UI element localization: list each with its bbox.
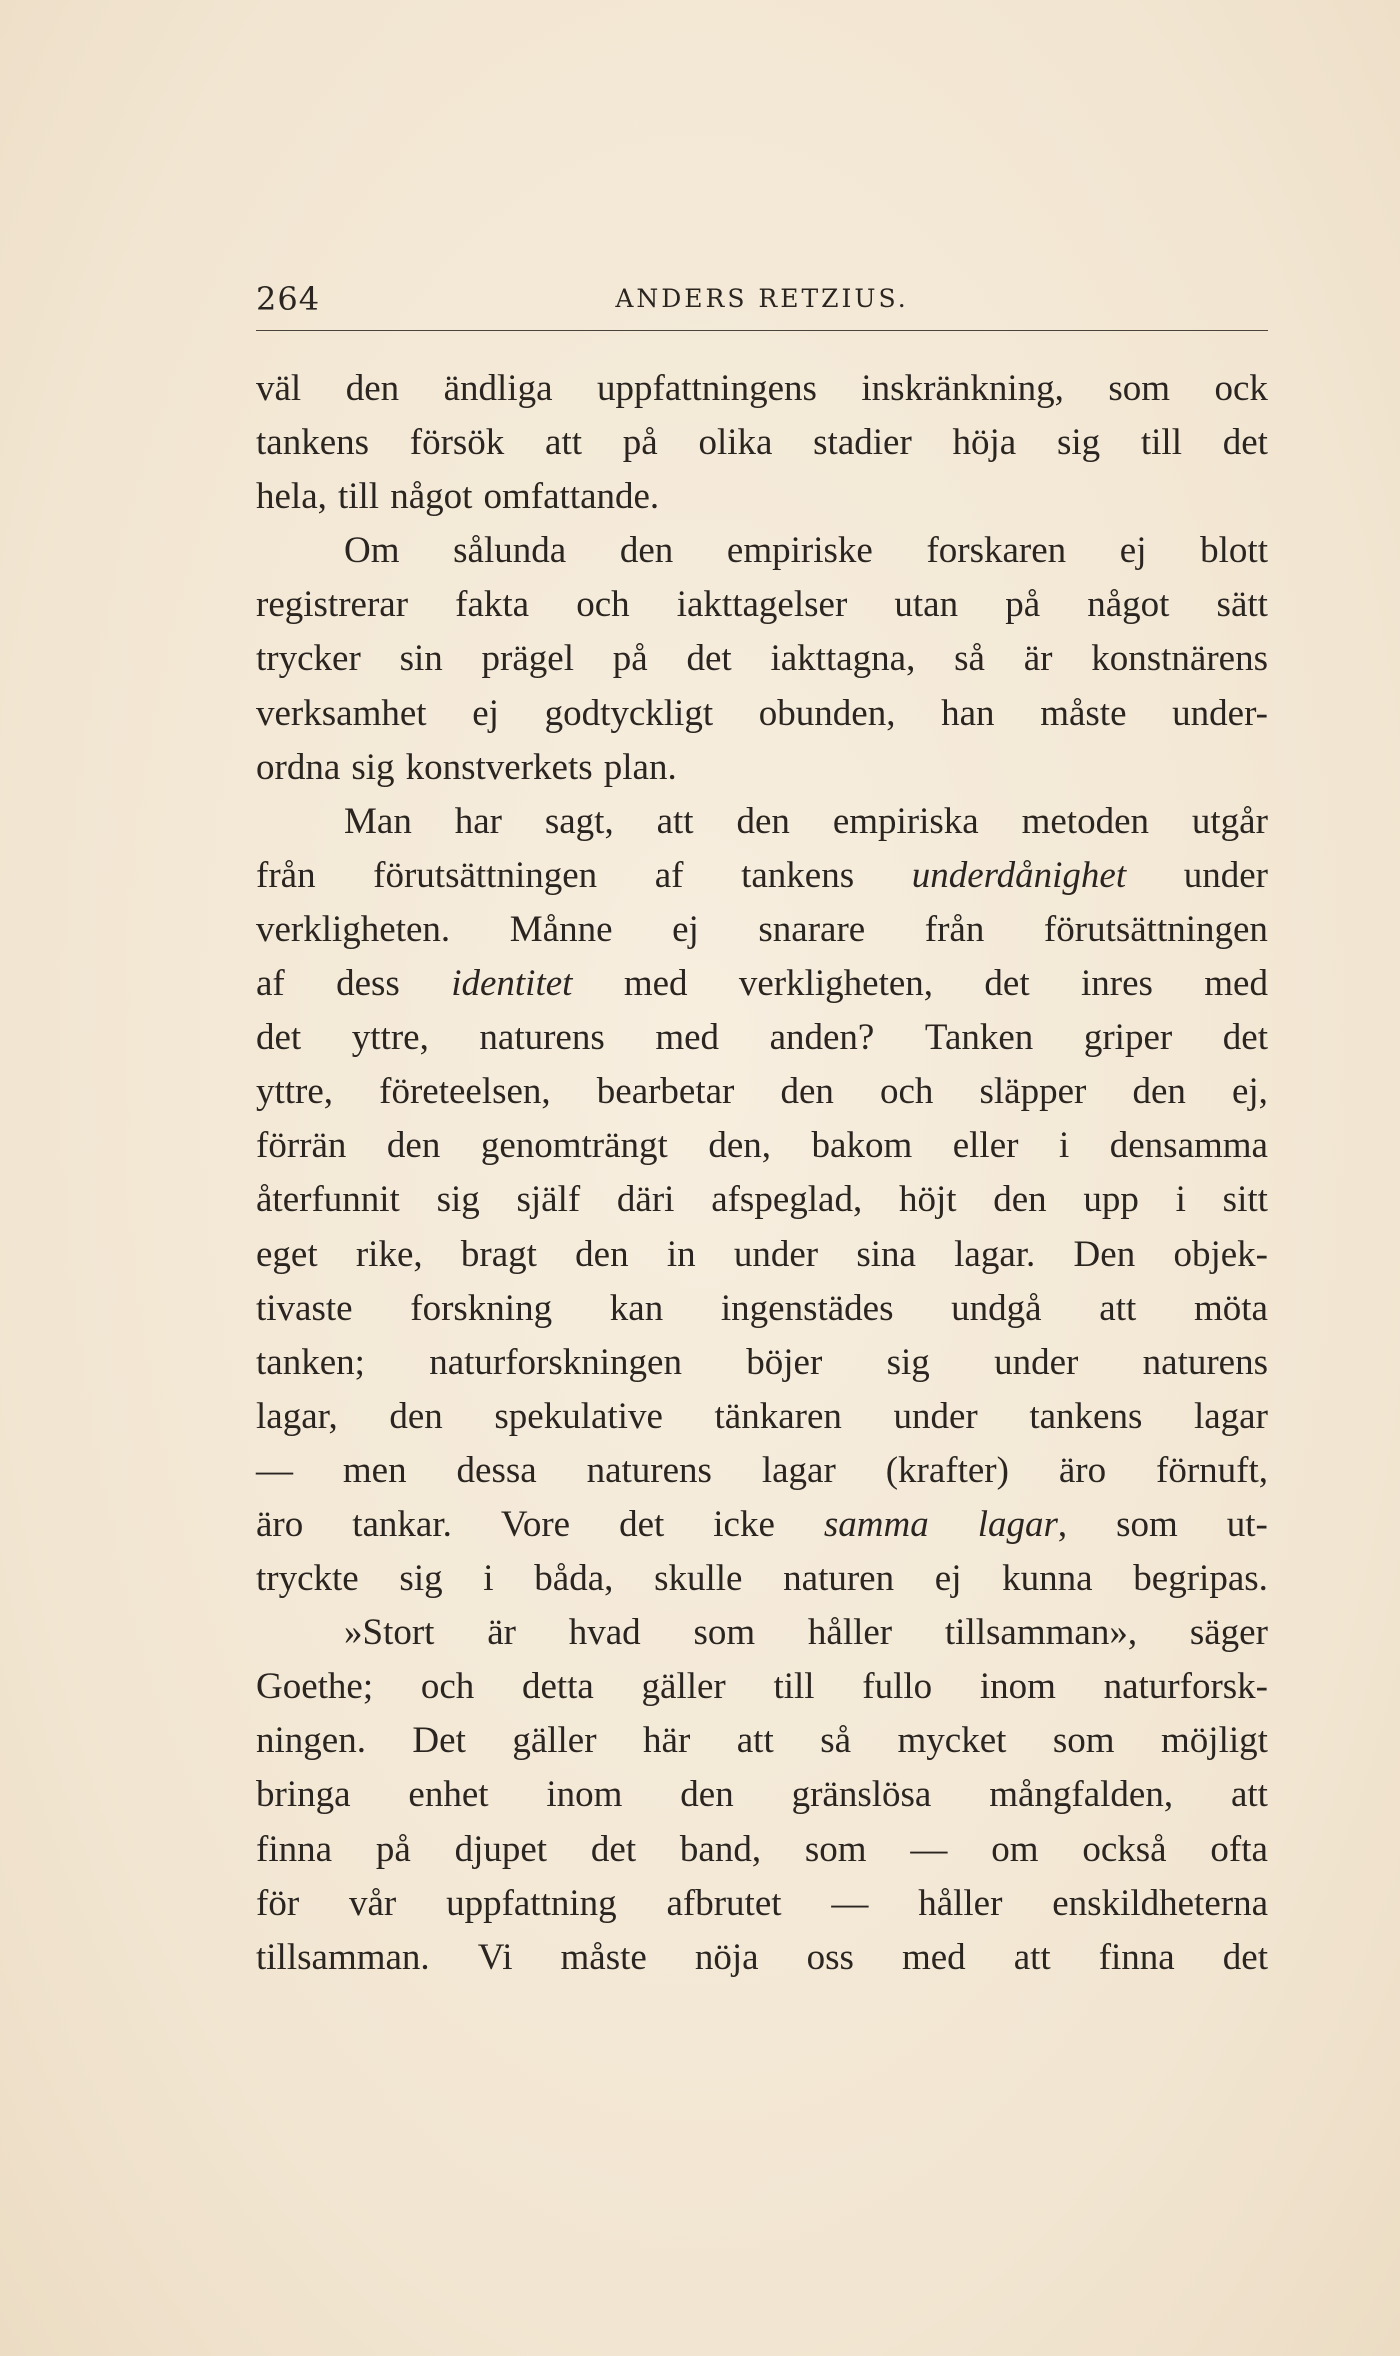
word: den [389, 1395, 443, 1437]
word: empiriske [726, 530, 873, 572]
word: lagar [761, 1449, 836, 1491]
word: fullo [862, 1666, 933, 1708]
word: på [1005, 584, 1041, 626]
word: det [984, 963, 1030, 1005]
word: forskning [410, 1287, 553, 1329]
word: den [575, 1233, 629, 1275]
word: något [1087, 584, 1170, 626]
word: — [910, 1828, 948, 1870]
word: eget [256, 1233, 318, 1275]
word: om [991, 1828, 1039, 1870]
word: den [680, 1774, 734, 1816]
word: ock [1214, 368, 1268, 409]
word: bakom [811, 1125, 913, 1167]
word: finna [1098, 1936, 1175, 1978]
word: tankens [1029, 1395, 1143, 1437]
word: måste [560, 1936, 647, 1978]
word: säger [1189, 1612, 1268, 1654]
body-text [256, 362, 1268, 1985]
word: tryckte [256, 1558, 359, 1600]
word: den [993, 1179, 1047, 1221]
word: som [693, 1612, 756, 1654]
word: under [893, 1395, 978, 1437]
word: sitt [1222, 1179, 1268, 1221]
italic-word: underdånighet [911, 854, 1127, 896]
word: tanken; [256, 1341, 365, 1383]
word: han [941, 692, 995, 734]
word: lagar [1193, 1395, 1268, 1437]
word: det [1222, 1017, 1268, 1059]
word: som [1052, 1720, 1115, 1762]
word: stadier [813, 422, 912, 464]
word: utgår [1191, 800, 1268, 842]
word: in [666, 1233, 696, 1275]
word: den [736, 800, 790, 842]
word: att [545, 422, 583, 464]
italic-word: samma [823, 1503, 929, 1545]
word: — [831, 1882, 869, 1924]
text-line [256, 849, 1268, 903]
word: tankens [256, 422, 370, 464]
word: som [1116, 1503, 1178, 1545]
word: mycket [897, 1720, 1007, 1762]
word: förrän [256, 1125, 347, 1167]
word: olika [698, 422, 773, 464]
word: att [656, 800, 694, 842]
word: yttre, [256, 1071, 334, 1113]
word: med [655, 1017, 720, 1059]
word: plan. [603, 746, 677, 788]
word: ej [472, 692, 499, 734]
word: naturforsk- [1103, 1666, 1268, 1708]
word: registrerar [256, 584, 409, 626]
word: uppfattning [446, 1882, 617, 1924]
word: under [733, 1233, 819, 1275]
word: gäller [641, 1666, 726, 1708]
text-line [256, 1119, 1268, 1173]
word: höjt [898, 1179, 957, 1221]
text-line [256, 1823, 1268, 1877]
word: verkligheten. [256, 908, 451, 950]
word: att [1013, 1936, 1051, 1978]
word: till [773, 1666, 815, 1708]
word: objek- [1173, 1233, 1268, 1275]
word: sagt, [544, 800, 614, 842]
word: utan [894, 584, 959, 626]
word: är [487, 1612, 516, 1654]
text-line [256, 741, 1268, 795]
word: att [1230, 1774, 1268, 1816]
word: och [576, 584, 630, 626]
word: konstnärens [1091, 638, 1268, 680]
word: under [994, 1341, 1079, 1383]
word: ej [934, 1558, 962, 1600]
word: tillsamman», [944, 1612, 1138, 1654]
italic-word: identitet [451, 963, 573, 1005]
word: sin [399, 638, 443, 680]
word: förnuft, [1156, 1449, 1268, 1491]
word: med [623, 963, 688, 1005]
word: tillsamman. [256, 1936, 430, 1978]
word: Vore [500, 1503, 571, 1545]
word: ej, [1231, 1071, 1268, 1113]
word: Det [412, 1720, 466, 1762]
word: konstverkets [405, 746, 593, 788]
word: finna [256, 1828, 333, 1870]
word: ej [672, 908, 699, 950]
word: naturens [1142, 1341, 1268, 1383]
word: håller [918, 1882, 1003, 1924]
word: »Stort [344, 1612, 435, 1654]
word: Vi [477, 1936, 513, 1978]
word: genomträngt [480, 1125, 668, 1167]
word: Om [344, 530, 400, 572]
text-line [256, 1498, 1268, 1552]
word: iakttagelser [676, 584, 848, 626]
word: snarare [758, 908, 866, 950]
word: det [256, 1017, 302, 1059]
word: böjer [746, 1341, 823, 1383]
word: begripas. [1133, 1558, 1268, 1600]
word: Man [344, 800, 412, 842]
text-line [256, 1714, 1268, 1768]
word: det [619, 1503, 665, 1545]
word: lagar, [256, 1395, 338, 1437]
running-head: ANDERS RETZIUS. [615, 284, 909, 313]
word: förutsättningen [1043, 908, 1268, 950]
word: ändliga [443, 368, 553, 409]
word: något [390, 476, 473, 518]
word: på [375, 1828, 411, 1870]
word: ut- [1226, 1503, 1268, 1545]
word: återfunnit [256, 1179, 400, 1221]
word: dess [336, 963, 400, 1005]
word: dessa [456, 1449, 537, 1491]
text-line [256, 1444, 1268, 1498]
word: inskränkning, [861, 368, 1064, 409]
word: inom [546, 1774, 623, 1816]
word: af [256, 963, 285, 1005]
text-line [256, 1011, 1268, 1065]
word: sina [856, 1233, 916, 1275]
word: att [736, 1720, 774, 1762]
word: blott [1200, 530, 1268, 572]
word: äro [1058, 1449, 1107, 1491]
word: trycker [256, 638, 361, 680]
word: den [345, 368, 400, 409]
word: förutsättningen [373, 854, 598, 896]
word: sätt [1216, 584, 1268, 626]
word: enhet [408, 1774, 489, 1816]
word: nöja [694, 1936, 759, 1978]
word: möta [1193, 1287, 1268, 1329]
word: håller [807, 1612, 893, 1654]
word: Goethe; [256, 1666, 374, 1708]
word: Månne [509, 908, 613, 950]
word: den [619, 530, 674, 572]
word: men [342, 1449, 407, 1491]
page-number: 264 [256, 280, 321, 318]
word: forskaren [926, 530, 1067, 572]
word: kunna [1002, 1558, 1093, 1600]
word: så [954, 638, 985, 680]
word: det [686, 638, 732, 680]
word: omfattande. [483, 476, 660, 518]
word: är [1023, 638, 1053, 680]
word: inom [979, 1666, 1056, 1708]
word: anden? [769, 1017, 875, 1059]
word: som [804, 1828, 867, 1870]
word: sig [399, 1558, 443, 1600]
word: det [590, 1828, 637, 1870]
text-line [256, 1173, 1268, 1227]
word: från [256, 854, 316, 896]
word: obunden, [758, 692, 896, 734]
word: empiriska [832, 800, 979, 842]
word: från [924, 908, 985, 950]
text-line [256, 1768, 1268, 1822]
word: att [1099, 1287, 1137, 1329]
word: afbrutet [666, 1882, 782, 1924]
word: metoden [1021, 800, 1150, 842]
word: spekulative [494, 1395, 663, 1437]
word: densamma [1109, 1125, 1268, 1167]
word: så [820, 1720, 852, 1762]
word: det [1222, 422, 1268, 464]
word: — [256, 1449, 293, 1491]
word: sålunda [453, 530, 567, 572]
word: som [1108, 368, 1171, 409]
word: båda, [534, 1558, 614, 1600]
text-line [256, 1065, 1268, 1119]
word: mångfalden, [989, 1774, 1174, 1816]
word: fakta [455, 584, 530, 626]
word: ordna [256, 746, 341, 788]
page-header [256, 280, 1268, 320]
word: själf [516, 1179, 581, 1221]
word: den [780, 1071, 834, 1113]
word: (krafter) [885, 1449, 1009, 1491]
text-line [256, 1390, 1268, 1444]
word: enskildheterna [1052, 1882, 1268, 1924]
word: icke [713, 1503, 775, 1545]
word: undgå [951, 1287, 1042, 1329]
text-line [256, 957, 1268, 1011]
text-line [256, 362, 1268, 416]
word: ej [1119, 530, 1147, 572]
word: bragt [460, 1233, 537, 1275]
word: ingenstädes [720, 1287, 894, 1329]
word: rike, [355, 1233, 423, 1275]
word: oss [806, 1936, 854, 1978]
word: naturforskningen [429, 1341, 682, 1383]
word: eller [952, 1125, 1019, 1167]
word: Den [1073, 1233, 1136, 1275]
word: försök [409, 422, 505, 464]
word: under [1183, 854, 1268, 896]
word: på [612, 638, 648, 680]
word: företeelsen, [379, 1071, 551, 1113]
word: vår [348, 1882, 397, 1924]
word: naturens [586, 1449, 712, 1491]
word: hvad [568, 1612, 641, 1654]
header-rule [256, 330, 1268, 331]
word: tankens [741, 854, 855, 896]
text-line [256, 470, 1268, 524]
word: sig [436, 1179, 480, 1221]
word: sig [886, 1341, 930, 1383]
word: ningen. [256, 1720, 366, 1762]
word: och [420, 1666, 475, 1708]
text-line [256, 687, 1268, 741]
text-line [256, 632, 1268, 686]
word: tankar. [352, 1503, 452, 1545]
text-line [256, 1606, 1268, 1660]
word: verkligheten, [738, 963, 934, 1005]
word: bearbetar [596, 1071, 735, 1113]
word: uppfattningens [597, 368, 817, 409]
text-line [256, 1336, 1268, 1390]
word: den [1132, 1071, 1186, 1113]
word: band, [679, 1828, 762, 1870]
word: sig [351, 746, 395, 788]
text-line [256, 1877, 1268, 1931]
word: gäller [512, 1720, 597, 1762]
word: till [1140, 422, 1182, 464]
word: hela, [256, 476, 327, 518]
word: och [879, 1071, 934, 1113]
text-line [256, 1931, 1268, 1985]
word: af [654, 854, 684, 896]
word: godtyckligt [544, 692, 714, 734]
word: gränslösa [791, 1774, 932, 1816]
text-line [256, 1552, 1268, 1606]
word: släpper [979, 1071, 1087, 1113]
text-line [256, 903, 1268, 957]
word: i [1175, 1179, 1186, 1221]
word: afspeglad, [711, 1179, 863, 1221]
word: Tanken [924, 1017, 1034, 1059]
word: äro [256, 1503, 304, 1545]
word: upp [1083, 1179, 1139, 1221]
word: naturen [783, 1558, 895, 1600]
word: tänkaren [714, 1395, 842, 1437]
word: ofta [1210, 1828, 1268, 1870]
word: i [483, 1558, 494, 1600]
word: den [386, 1125, 441, 1167]
word: däri [616, 1179, 675, 1221]
text-line [256, 416, 1268, 470]
word: i [1058, 1125, 1070, 1167]
word: på [622, 422, 658, 464]
word: prägel [481, 638, 574, 680]
word: yttre, [351, 1017, 429, 1059]
word: griper [1083, 1017, 1173, 1059]
italic-word: lagar [977, 1503, 1058, 1545]
word: sig [1056, 422, 1101, 464]
word: lagar. [954, 1233, 1036, 1275]
word: med [1204, 963, 1268, 1005]
word: för [256, 1882, 300, 1924]
text-line [256, 1660, 1268, 1714]
word: detta [521, 1666, 594, 1708]
word: bringa [256, 1774, 351, 1816]
word: med [901, 1936, 966, 1978]
word: djupet [454, 1828, 548, 1870]
text-line [256, 578, 1268, 632]
word: här [643, 1720, 691, 1762]
word: under- [1172, 692, 1268, 734]
word: verksamhet [256, 692, 427, 734]
text-line [256, 795, 1268, 849]
text-line [256, 1282, 1268, 1336]
word: naturens [479, 1017, 605, 1059]
word: tivaste [256, 1287, 353, 1329]
word: måste [1040, 692, 1127, 734]
word: den, [708, 1125, 772, 1167]
word: har [454, 800, 502, 842]
word: också [1082, 1828, 1167, 1870]
text-line [256, 524, 1268, 578]
word: väl [256, 368, 302, 409]
word: möjligt [1161, 1720, 1268, 1762]
word: skulle [654, 1558, 743, 1600]
word: det [1222, 1936, 1268, 1978]
word: till [337, 476, 380, 518]
word: lagar, [977, 1503, 1068, 1545]
word: iakttagna, [770, 638, 916, 680]
word: kan [609, 1287, 664, 1329]
text-line [256, 1228, 1268, 1282]
word: höja [952, 422, 1017, 464]
word: inres [1080, 963, 1153, 1005]
